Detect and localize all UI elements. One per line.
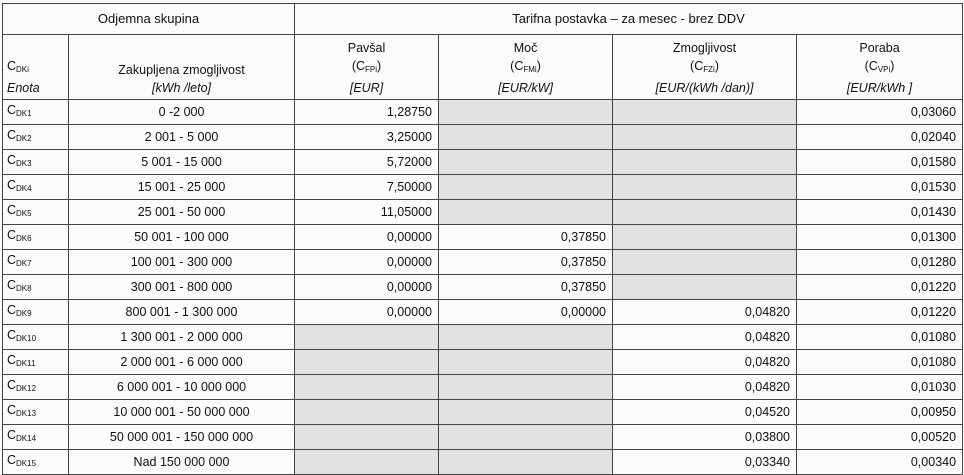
row-poraba: 0,01530 — [797, 175, 963, 200]
row-code: $C_{DK4}$ — [3, 175, 69, 200]
row-pavsal: 11,05000 — [295, 200, 439, 225]
row-poraba: 0,00340 — [797, 450, 963, 475]
row-code: $C_{DK10}$ — [3, 325, 69, 350]
row-pavsal: 5,72000 — [295, 150, 439, 175]
row-capacity-range: Nad 150 000 000 — [69, 450, 295, 475]
row-poraba: 0,01580 — [797, 150, 963, 175]
row-moc — [439, 325, 613, 350]
header-row-1 — [3, 4, 963, 35]
table-row — [3, 450, 963, 475]
row-code: $C_{DK1}$ — [3, 100, 69, 125]
code-symbol: $C_{DKi}$ — [7, 59, 29, 74]
header-row-2 — [3, 35, 963, 100]
row-poraba: 0,02040 — [797, 125, 963, 150]
row-poraba: 0,01300 — [797, 225, 963, 250]
row-poraba: 0,01080 — [797, 350, 963, 375]
row-moc: 0,37850 — [439, 250, 613, 275]
row-code: $C_{DK7}$ — [3, 250, 69, 275]
row-poraba: 0,01430 — [797, 200, 963, 225]
row-capacity-range: 5 001 - 15 000 — [69, 150, 295, 175]
row-moc: 0,37850 — [439, 225, 613, 250]
row-moc — [439, 100, 613, 125]
tariff-header: Tarifna postavka – za mesec - brez DDV — [295, 4, 963, 35]
row-moc — [439, 400, 613, 425]
row-pavsal: 0,00000 — [295, 225, 439, 250]
col-header-moc — [439, 35, 613, 100]
row-poraba: 0,01280 — [797, 250, 963, 275]
col-unit: [EUR] — [349, 81, 384, 95]
row-poraba: 0,03060 — [797, 100, 963, 125]
table-row — [3, 150, 963, 175]
row-zmogljivost: 0,03340 — [613, 450, 797, 475]
col-header-poraba — [797, 35, 963, 100]
row-pavsal: 0,00000 — [295, 250, 439, 275]
col-unit: [EUR/kWh ] — [846, 81, 913, 95]
table-row — [3, 200, 963, 225]
row-code: $C_{DK2}$ — [3, 125, 69, 150]
row-capacity-range: 1 300 001 - 2 000 000 — [69, 325, 295, 350]
row-zmogljivost — [613, 275, 797, 300]
table-row — [3, 275, 963, 300]
code-unit: Enota — [7, 81, 40, 95]
tariff-table — [2, 3, 963, 475]
table-row — [3, 350, 963, 375]
row-zmogljivost — [613, 100, 797, 125]
row-code: $C_{DK6}$ — [3, 225, 69, 250]
row-poraba: 0,01220 — [797, 300, 963, 325]
row-zmogljivost: 0,04520 — [613, 400, 797, 425]
row-poraba: 0,00950 — [797, 400, 963, 425]
row-zmogljivost — [613, 250, 797, 275]
row-zmogljivost: 0,04820 — [613, 300, 797, 325]
table-row — [3, 125, 963, 150]
row-moc — [439, 425, 613, 450]
table-row — [3, 425, 963, 450]
row-pavsal — [295, 325, 439, 350]
row-pavsal: 3,25000 — [295, 125, 439, 150]
row-capacity-range: 100 001 - 300 000 — [69, 250, 295, 275]
row-capacity-range: 25 001 - 50 000 — [69, 200, 295, 225]
row-moc — [439, 200, 613, 225]
row-code: $C_{DK15}$ — [3, 450, 69, 475]
row-poraba: 0,00520 — [797, 425, 963, 450]
row-poraba: 0,01220 — [797, 275, 963, 300]
row-capacity-range: 50 001 - 100 000 — [69, 225, 295, 250]
col-header-pavsal — [295, 35, 439, 100]
row-code: $C_{DK13}$ — [3, 400, 69, 425]
col-header-zmogljivost — [613, 35, 797, 100]
col-symbol: $(C_{FPi})$ — [351, 59, 382, 74]
table-row — [3, 325, 963, 350]
row-pavsal: 0,00000 — [295, 275, 439, 300]
row-zmogljivost — [613, 200, 797, 225]
col-unit: [EUR/kW] — [498, 81, 553, 95]
row-zmogljivost — [613, 150, 797, 175]
col-symbol: $(C_{FZi})$ — [690, 59, 719, 74]
row-code: $C_{DK8}$ — [3, 275, 69, 300]
row-pavsal: 1,28750 — [295, 100, 439, 125]
table-row — [3, 375, 963, 400]
row-code: $C_{DK9}$ — [3, 300, 69, 325]
capacity-header — [69, 35, 295, 100]
table-row — [3, 175, 963, 200]
row-zmogljivost: 0,04820 — [613, 350, 797, 375]
row-pavsal — [295, 400, 439, 425]
row-moc — [439, 150, 613, 175]
table-row — [3, 400, 963, 425]
row-moc: 0,37850 — [439, 275, 613, 300]
row-code: $C_{DK5}$ — [3, 200, 69, 225]
row-capacity-range: 2 001 - 5 000 — [69, 125, 295, 150]
table-row — [3, 300, 963, 325]
row-code: $C_{DK14}$ — [3, 425, 69, 450]
row-pavsal — [295, 450, 439, 475]
row-capacity-range: 300 001 - 800 000 — [69, 275, 295, 300]
row-zmogljivost — [613, 175, 797, 200]
row-code: $C_{DK11}$ — [3, 350, 69, 375]
capacity-unit: [kWh /leto] — [151, 81, 212, 95]
row-code: $C_{DK3}$ — [3, 150, 69, 175]
capacity-label: Zakupljena zmogljivost — [118, 63, 245, 77]
row-zmogljivost: 0,04820 — [613, 325, 797, 350]
row-moc — [439, 175, 613, 200]
col-symbol: $(C_{VPi})$ — [864, 59, 895, 74]
table-row — [3, 225, 963, 250]
col-unit: [EUR/(kWh /dan)] — [655, 81, 754, 95]
row-zmogljivost: 0,03800 — [613, 425, 797, 450]
row-pavsal — [295, 375, 439, 400]
row-pavsal: 0,00000 — [295, 300, 439, 325]
row-moc: 0,00000 — [439, 300, 613, 325]
col-name: Moč — [513, 41, 538, 55]
row-pavsal: 7,50000 — [295, 175, 439, 200]
row-capacity-range: 2 000 001 - 6 000 000 — [69, 350, 295, 375]
code-header — [3, 35, 69, 100]
table-row — [3, 250, 963, 275]
row-moc — [439, 375, 613, 400]
col-name: Zmogljivost — [672, 41, 737, 55]
row-poraba: 0,01030 — [797, 375, 963, 400]
row-capacity-range: 50 000 001 - 150 000 000 — [69, 425, 295, 450]
row-capacity-range: 0 -2 000 — [69, 100, 295, 125]
col-symbol: $(C_{FMi})$ — [510, 59, 541, 74]
row-capacity-range: 800 001 - 1 300 000 — [69, 300, 295, 325]
table-row — [3, 100, 963, 125]
row-poraba: 0,01080 — [797, 325, 963, 350]
group-header: Odjemna skupina — [3, 4, 295, 35]
row-zmogljivost — [613, 225, 797, 250]
row-pavsal — [295, 350, 439, 375]
row-code: $C_{DK12}$ — [3, 375, 69, 400]
row-moc — [439, 450, 613, 475]
row-zmogljivost — [613, 125, 797, 150]
row-capacity-range: 6 000 001 - 10 000 000 — [69, 375, 295, 400]
row-moc — [439, 125, 613, 150]
row-pavsal — [295, 425, 439, 450]
col-name: Pavšal — [347, 41, 386, 55]
row-capacity-range: 10 000 001 - 50 000 000 — [69, 400, 295, 425]
col-name: Poraba — [859, 41, 900, 55]
row-capacity-range: 15 001 - 25 000 — [69, 175, 295, 200]
row-zmogljivost: 0,04820 — [613, 375, 797, 400]
row-moc — [439, 350, 613, 375]
